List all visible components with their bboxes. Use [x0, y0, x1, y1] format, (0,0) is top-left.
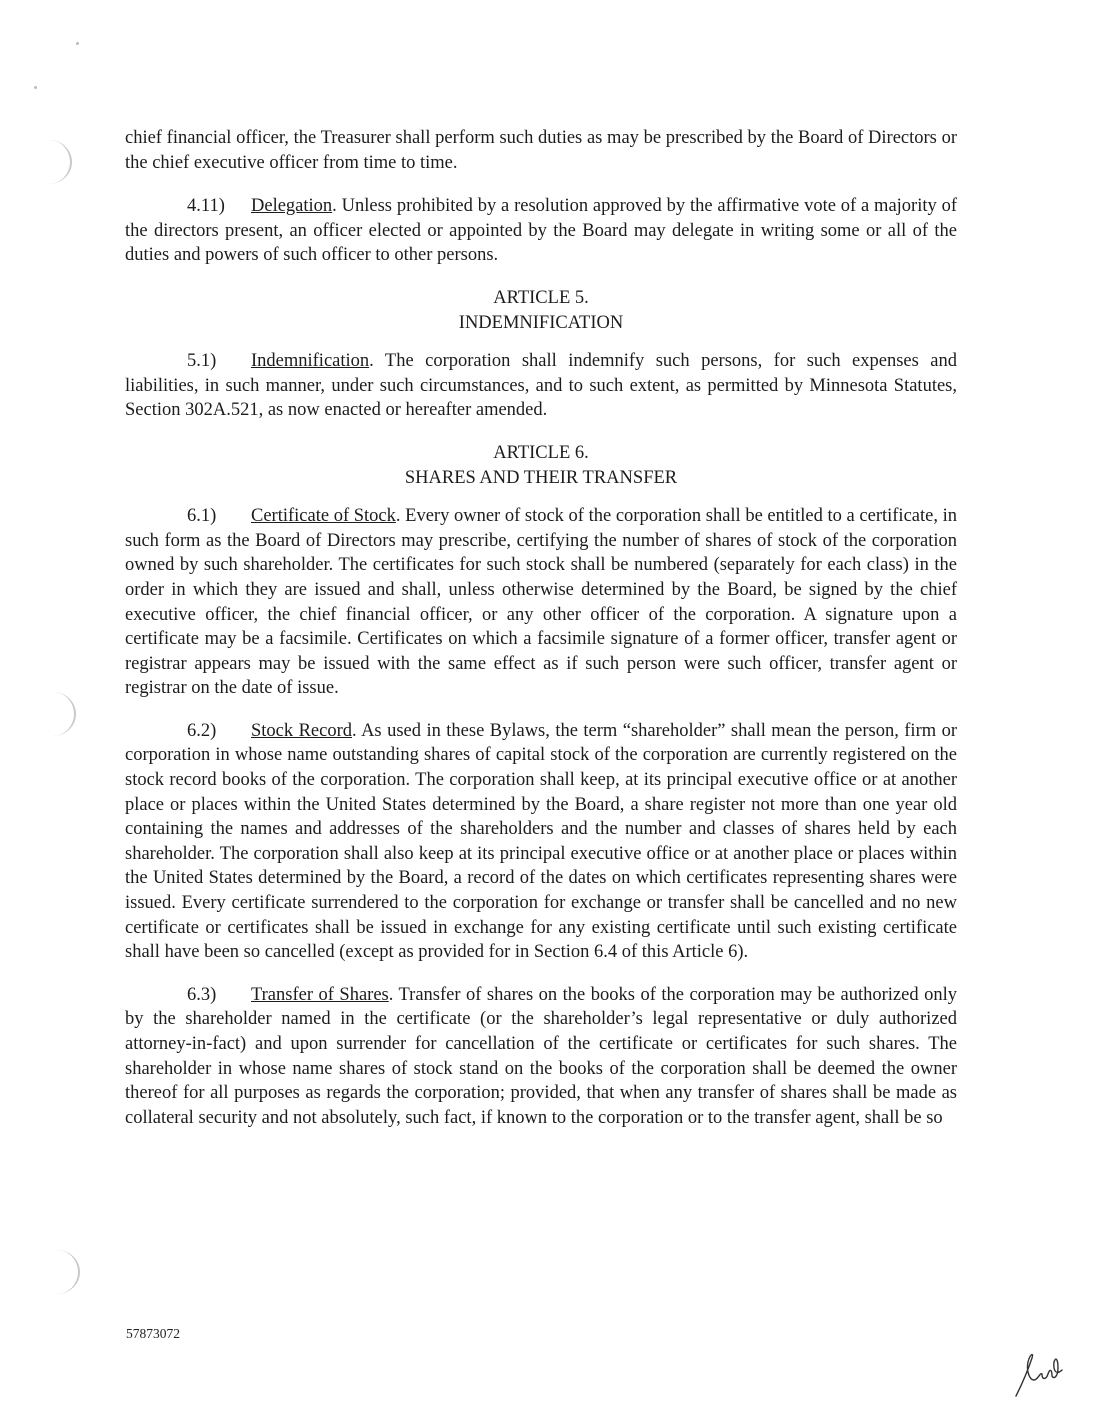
- punch-hole-top: [26, 140, 72, 184]
- section-text: . Every owner of stock of the corporation shall be entitled to a certificate, in such form as the Board of Directors may prescribe, certifying the number of shares of stock of the corporation owned by such shareholder. The certificates for such stock shall be numbered (separately for each class) in the order in which they are issued and shall, unless otherwise determined by the Board, be signed by the chief executive officer, the chief financial officer, or any other officer of the corporation. A signature upon a certificate may be a facsimile. Certificates on which a facsimile signature of a former officer, transfer agent or registrar appears may be issued with the same effect as if such person were such officer, transfer agent or registrar on the date of issue.: [125, 506, 957, 699]
- article-title: SHARES AND THEIR TRANSFER: [404, 467, 678, 488]
- document-id: 57873072: [126, 1326, 180, 1341]
- section-title: Indemnification: [251, 351, 370, 372]
- article-title: INDEMNIFICATION: [458, 312, 624, 333]
- article-number: ARTICLE 6.: [493, 442, 589, 463]
- section-title: Transfer of Shares: [251, 984, 389, 1005]
- article-6-heading: [125, 441, 957, 490]
- section-5-1: [125, 349, 957, 423]
- scan-speck: [34, 86, 37, 89]
- section-text: . The corporation shall indemnify such persons, for such expenses and liabilities, in such manner, under such circumstances, and to such extent, as permitted by Minnesota Statutes, Section 302A.521, as now enacted or hereafter amended.: [125, 351, 957, 421]
- section-title: Delegation: [251, 196, 333, 217]
- article-5-heading: [125, 286, 957, 335]
- section-number: 6.2): [187, 720, 217, 741]
- section-text: . Unless prohibited by a resolution approved by the affirmative vote of a majority of the directors present, an officer elected or appointed by the Board may delegate in writing some or all of the duties and powers of such officer to other persons.: [125, 196, 957, 266]
- section-number: 6.3): [187, 984, 217, 1005]
- section-number: 5.1): [187, 351, 217, 372]
- section-6-1: [125, 504, 957, 701]
- continued-paragraph: chief financial officer, the Treasurer shall perform such duties as may be prescribed by the Board of Directors or the chief executive officer from time to time.: [125, 128, 957, 173]
- article-number: ARTICLE 5.: [493, 287, 589, 308]
- section-text: . Transfer of shares on the books of the corporation may be authorized only by the shareholder named in the certificate (or the shareholder’s legal representative or duly authorized attorney-in-fact) and upon surrender for cancellation of the certificate or certificates for such shares. The shareholder in whose name shares of stock stand on the books of the corporation shall be deemed the owner thereof for all purposes as regards the corporation; provided, that when any transfer of shares shall be made as collateral security and not absolutely, such fact, if known to the corporation or to the transfer agent, shall be so: [125, 984, 957, 1128]
- punch-hole-bottom: [34, 1250, 80, 1294]
- section-number: 6.1): [187, 506, 217, 527]
- document-body: [125, 126, 957, 1148]
- punch-hole-middle: [30, 692, 76, 736]
- section-6-3: [125, 983, 957, 1131]
- section-number: 4.11): [187, 196, 225, 217]
- section-title: Certificate of Stock: [251, 506, 396, 527]
- handwritten-initials: [1008, 1340, 1068, 1400]
- section-title: Stock Record: [251, 720, 353, 741]
- section-4-11: [125, 194, 957, 268]
- section-6-2: [125, 719, 957, 965]
- scan-speck: [76, 42, 79, 45]
- section-text: . As used in these Bylaws, the term “shareholder” shall mean the person, firm or corporation in whose name outstanding shares of capital stock of the corporation are currently registered on the stock record books of the corporation. The corporation shall keep, at its principal executive office or at another place or places within the United States determined by the Board, a share register not more than one year old containing the names and addresses of the shareholders and the number and classes of shares held by each shareholder. The corporation shall also keep at its principal executive office or at another place or places within the United States determined by the Board, a record of the dates on which certificates representing shares were issued. Every certificate surrendered to the corporation for exchange or transfer shall be cancelled and no new certificate or certificates shall be issued in exchange for any existing certificate until such existing certificate shall have been so cancelled (except as provided for in Section 6.4 of this Article 6).: [125, 720, 957, 963]
